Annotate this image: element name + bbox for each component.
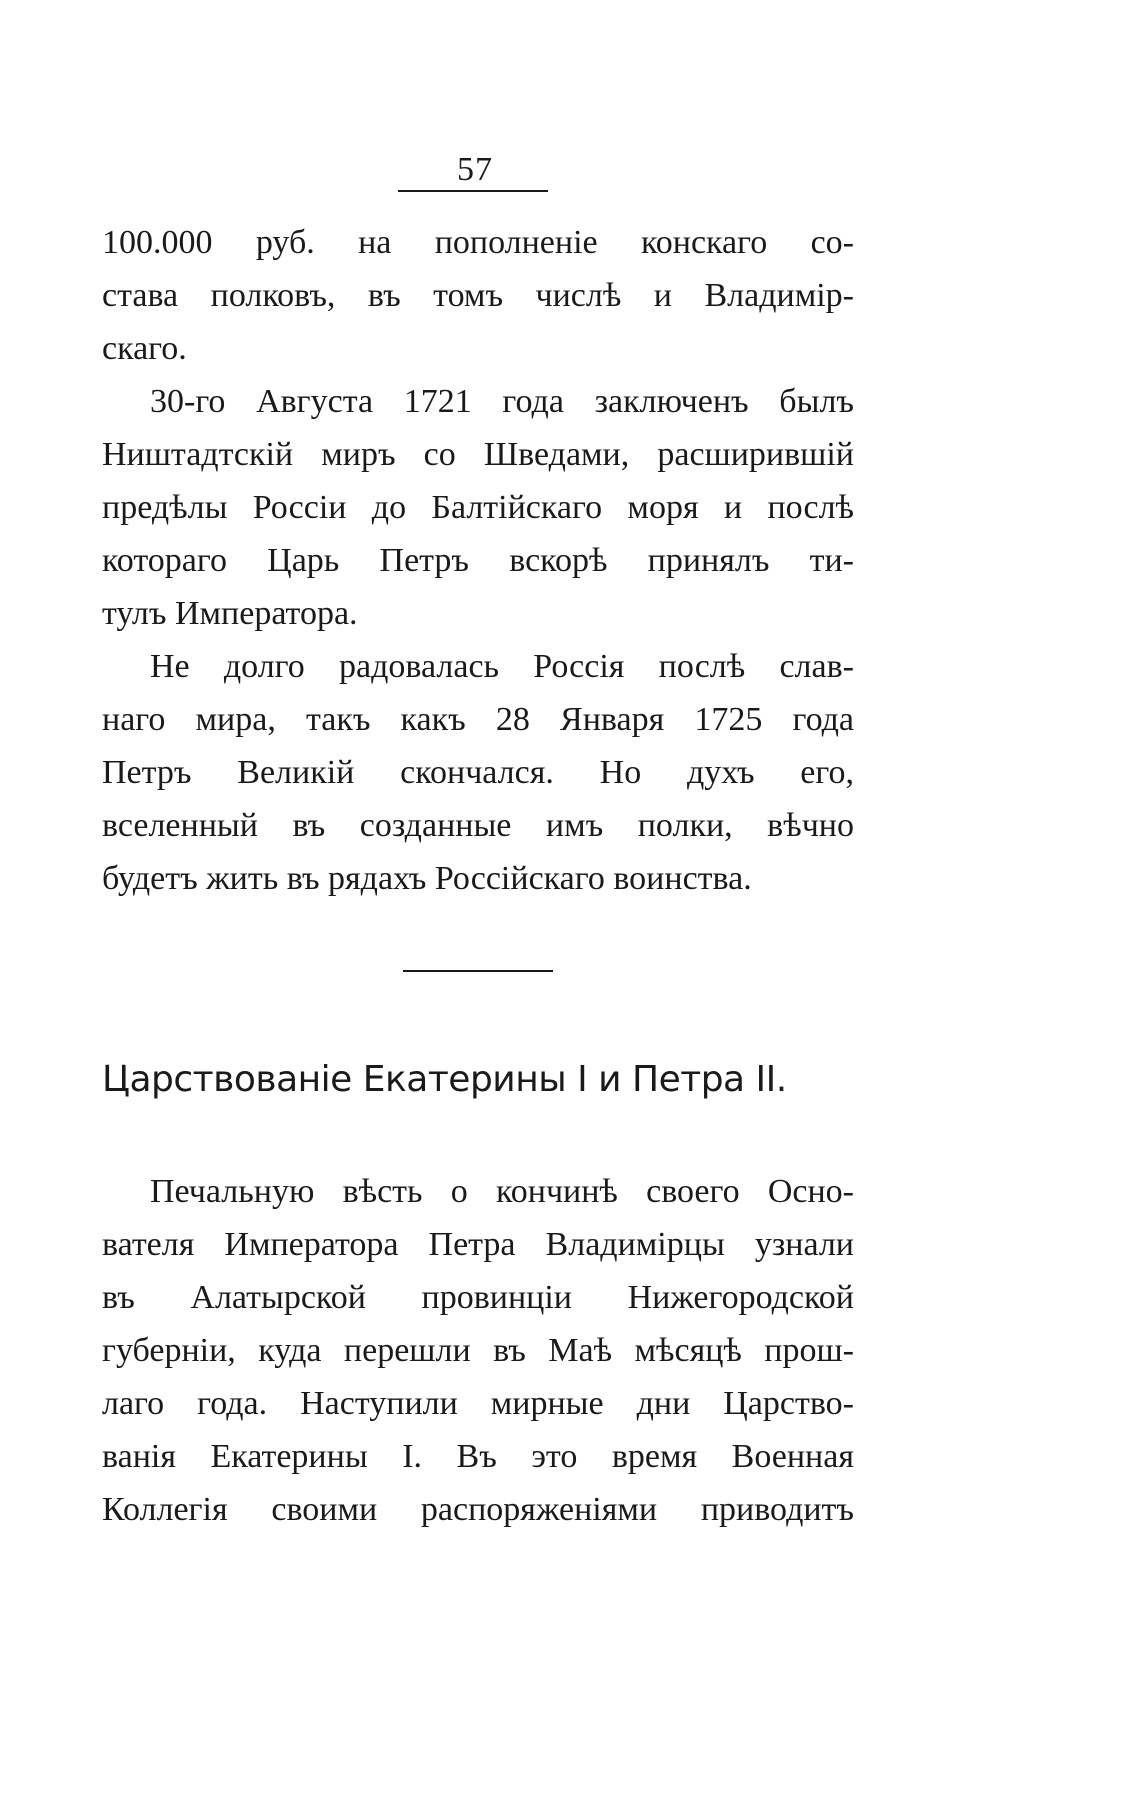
text-line: вселенный въ созданные имъ полки, вѣчно	[102, 807, 854, 844]
text-line: вателя Императора Петра Владимірцы узнали	[102, 1226, 854, 1263]
section-heading: Царствованіе Екатерины I и Петра II.	[102, 1059, 787, 1100]
text-line: 30-го Августа 1721 года заключенъ былъ	[150, 383, 854, 420]
text-line: котораго Царь Петръ вскорѣ принялъ ти-	[102, 542, 854, 579]
text-line: 100.000 руб. на пополненіе конскаго со-	[102, 224, 854, 261]
text-line: Петръ Великій скончался. Но духъ его,	[102, 754, 854, 791]
text-line: Ништадтскій миръ со Шведами, расширившій	[102, 436, 854, 473]
text-line: въ Алатырской провинціи Нижегородской	[102, 1279, 854, 1316]
section-divider	[403, 970, 553, 972]
text-line: Печальную вѣсть о кончинѣ своего Осно-	[150, 1173, 854, 1210]
text-line: тулъ Императора.	[102, 595, 358, 632]
text-line: Не долго радовалась Россія послѣ слав-	[150, 648, 854, 685]
page-number: 57	[457, 151, 493, 188]
text-line: става полковъ, въ томъ числѣ и Владимір-	[102, 277, 854, 314]
text-line: губерніи, куда перешли въ Маѣ мѣсяцѣ прош-	[102, 1332, 854, 1369]
text-line: будетъ жить въ рядахъ Россійскаго воинства.	[102, 860, 752, 897]
text-line: наго мира, такъ какъ 28 Января 1725 года	[102, 701, 854, 738]
text-line: Коллегія своими распоряженіями приводитъ	[102, 1491, 854, 1528]
text-line: скаго.	[102, 330, 187, 367]
text-line: лаго года. Наступили мирные дни Царство-	[102, 1385, 854, 1422]
text-line: предѣлы Россіи до Балтійскаго моря и послѣ	[102, 489, 854, 526]
page-number-underline	[398, 190, 548, 192]
text-line: ванія Екатерины I. Въ это время Военная	[102, 1438, 854, 1475]
